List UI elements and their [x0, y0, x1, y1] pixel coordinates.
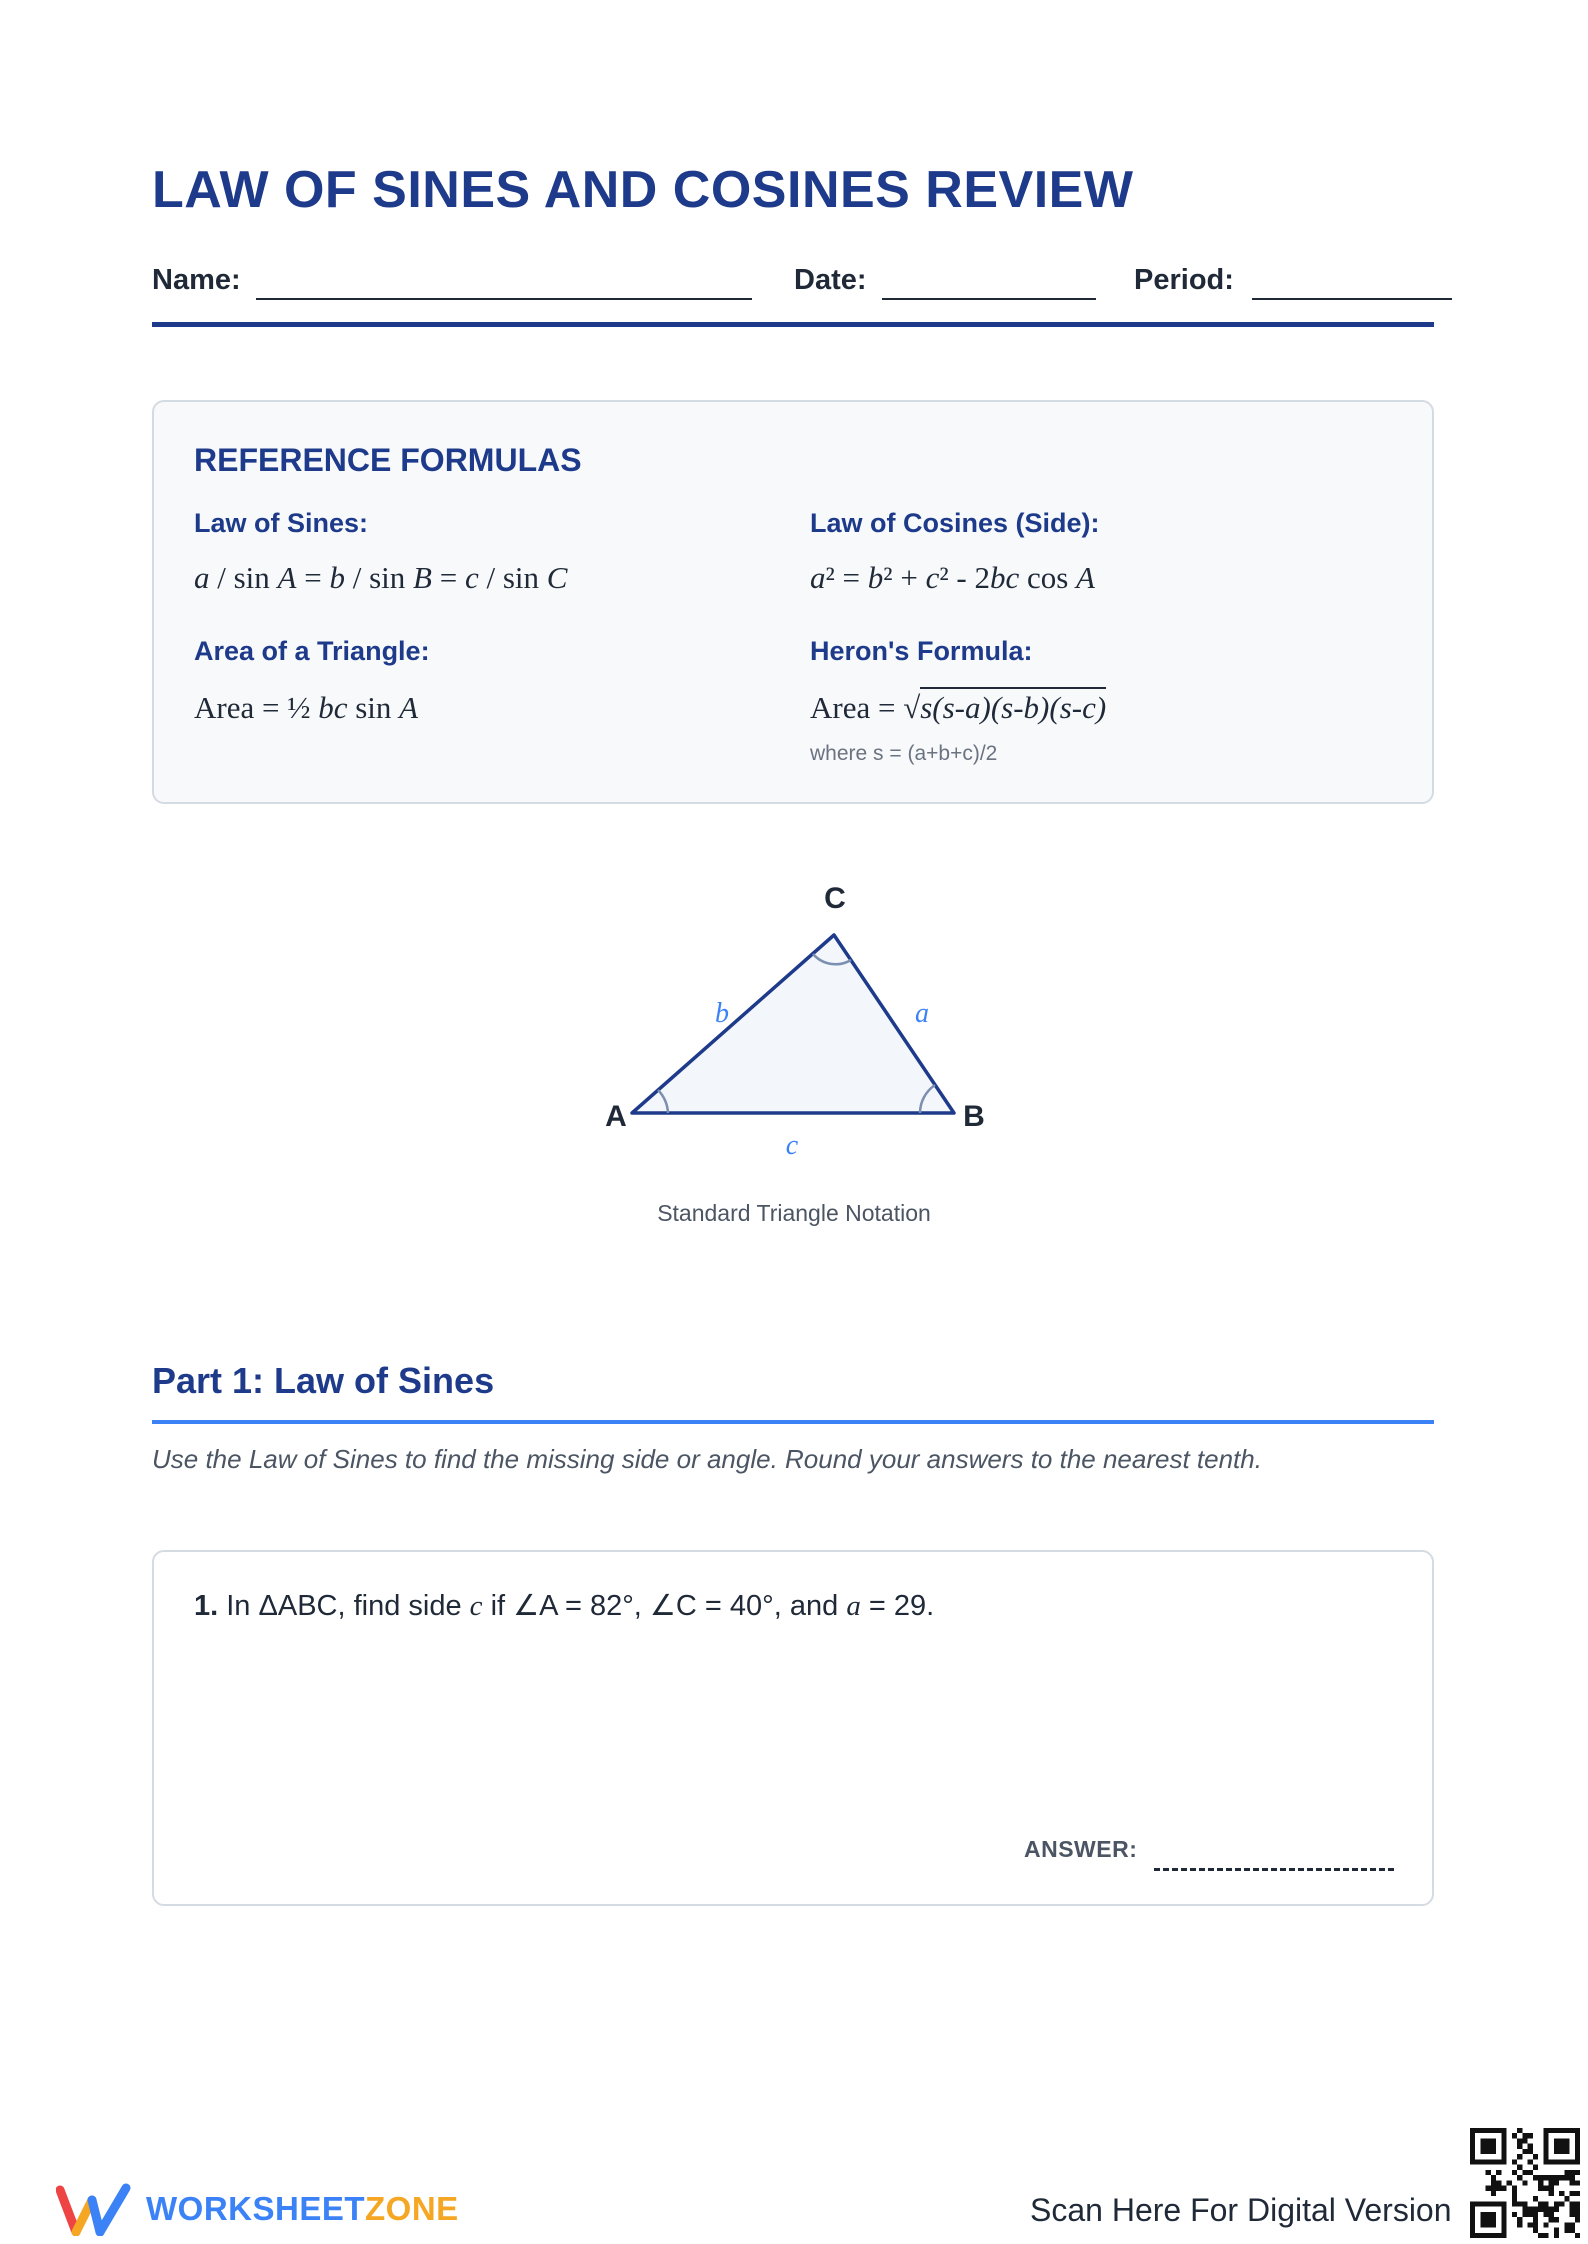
reference-formulas-box [152, 400, 1434, 804]
vertex-label-c: C [824, 882, 846, 915]
part1-title: Part 1: Law of Sines [152, 1360, 495, 1401]
question-1-text: 1. In ΔABC, find side c if ∠A = 82°, ∠C = 40°, and a = 29. [194, 1590, 935, 1622]
law-of-cosines-label: Law of Cosines (Side): [810, 508, 1100, 538]
name-field[interactable] [256, 298, 752, 300]
area-label: Area of a Triangle: [194, 636, 430, 666]
vertex-label-b: B [963, 1100, 985, 1133]
period-field[interactable] [1252, 298, 1452, 300]
part1-divider [152, 1420, 1434, 1424]
date-label: Date: [794, 264, 867, 296]
law-of-cosines-formula: a² = b² + c² - 2bc cos A [810, 560, 1095, 595]
worksheet-title: LAW OF SINES AND COSINES REVIEW [152, 161, 1134, 219]
date-field[interactable] [882, 298, 1096, 300]
student-info-row [152, 262, 1452, 302]
triangle-shape [632, 935, 954, 1113]
triangle-svg [580, 870, 1000, 1170]
qr-code-icon[interactable] [1470, 2128, 1580, 2238]
header-divider [152, 322, 1434, 327]
law-of-sines-formula: a / sin A = b / sin B = c / sin C [194, 560, 568, 595]
reference-title: REFERENCE FORMULAS [194, 442, 582, 478]
period-label: Period: [1134, 264, 1234, 296]
herons-note: where s = (a+b+c)/2 [810, 742, 998, 765]
side-label-c: c [785, 1130, 799, 1161]
name-label: Name: [152, 264, 241, 296]
answer-label: ANSWER: [1024, 1836, 1138, 1862]
herons-formula: Area = √s(s-a)(s-b)(s-c) [810, 690, 1106, 726]
part1-instructions: Use the Law of Sines to find the missing side or angle. Round your answers to the nearest tenth. [152, 1444, 1262, 1474]
area-formula: Area = ½ bc sin A [194, 690, 419, 725]
scan-text: Scan Here For Digital Version [1030, 2192, 1452, 2228]
worksheetzone-logo[interactable] [56, 2182, 496, 2236]
law-of-sines-label: Law of Sines: [194, 508, 369, 538]
vertex-label-a: A [605, 1100, 627, 1133]
answer-field[interactable] [1154, 1868, 1394, 1871]
question-1-box [152, 1550, 1434, 1906]
herons-formula-label: Heron's Formula: [810, 636, 1033, 666]
side-label-b: b [715, 998, 729, 1029]
logo-text: WORKSHEETZONE [146, 2190, 459, 2227]
side-label-a: a [915, 998, 929, 1029]
worksheetzone-logo-icon [56, 2182, 136, 2236]
diagram-caption: Standard Triangle Notation [657, 1200, 931, 1226]
triangle-diagram [580, 870, 1000, 1170]
